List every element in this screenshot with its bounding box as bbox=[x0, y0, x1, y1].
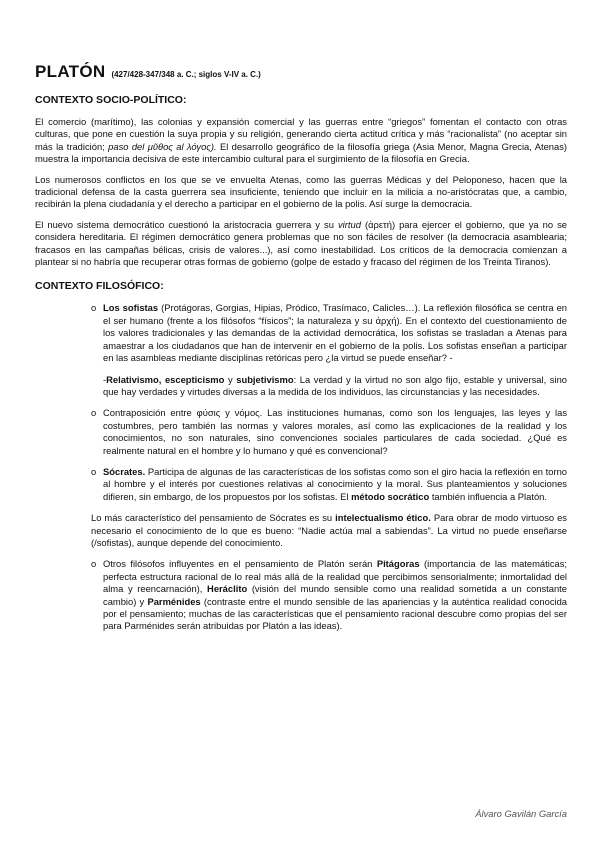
paragraph: Los numerosos conflictos en los que se ve envuelta Atenas, como las guerras Médicas y del Peloponeso, hacen que la tradicional defensa de la casta guerrera sea insuficiente, teniendo que incluir en la milicia a no-aristócratas que, a cambio, recibirán la plena ciudadanía y el derecho a participar en el gobierno de la polis. Así surge la democracia. bbox=[35, 173, 567, 210]
bullet-icon: o bbox=[91, 558, 97, 570]
document-subtitle: (427/428-347/348 a. C.; siglos V-IV a. C.) bbox=[111, 70, 261, 79]
document-title: PLATÓN bbox=[35, 62, 106, 81]
list-item-socrates: o Sócrates. Participa de algunas de las características de los sofistas como son el giro hacia la reflexión en torno al hombre y el interés por cuestiones relativas al conocimiento y la moral. Sus planteamientos y soluciones difieren, sin embargo, de los propuestos por los sofistas. El método socrático también influencia a Platón. bbox=[91, 465, 567, 502]
paragraph: El nuevo sistema democrático cuestionó la aristocracia guerrera y su virtud (ἀρετή) para ejercer el gobierno, que ya no se considera hereditaria. El régimen democrático genera problemas que no son fáciles de resolver (la democracia asamblearia; fracasos en las campañas bélicas, crisis de valores...), así como inestabilidad. Los críticos de la democracia comienzan a plantear si no habría que recuperar otras formas de gobierno (golpe de estado y fracaso del régimen de los Treinta Tiranos). bbox=[35, 218, 568, 268]
paragraph: El comercio (marítimo), las colonias y expansión comercial y las guerras entre “griegos” fomentan el contacto con otras culturas, que pone en cuestión la suya propia y su religión, generando cierta actitud crítica y más “racionalista” (no aceptar sin más la tradición; paso del μῦθος al λόγος). El desarrollo geográfico de la filosofía griega (Asia Menor, Magna Grecia, Atenas) muestra la importancia decisiva de este intercambio cultural para el surgimiento de la filosofía en Grecia. bbox=[35, 116, 568, 165]
title-line bbox=[35, 62, 567, 82]
paragraph-intellectualism: Lo más característico del pensamiento de Sócrates es su intelectualismo ético. Para obrar de modo virtuoso es necesario el conocimiento de lo que es bueno: “Nadie actúa mal a sabiendas”. La virtud no puede enseñarse (/sofistas), aunque depende del conocimiento. bbox=[91, 512, 567, 548]
bullet-icon: o bbox=[91, 465, 97, 477]
section-heading-sociopolitical: CONTEXTO SOCIO-POLÍTICO: bbox=[35, 94, 187, 106]
list-item-physis-nomos: o Contraposición entre φύσις y νόμος. Las instituciones humanas, como son los lenguajes, las leyes y las costumbres, pero también las normas y valores morales, así como las explicaciones de la realidad y los conocimientos, no son naturales, sino convenciones sociales particulares de cada sociedad. ¿Qué es realmente natural en el hombre y lo humano y qué es convencional? bbox=[91, 407, 567, 456]
section-heading-philosophical: CONTEXTO FILOSÓFICO: bbox=[35, 280, 164, 293]
sub-item-relativism: -Relativismo, escepticismo y subjetivismo: La verdad y la virtud no son algo fijo, estable y universal, sino que hay verdades y virtudes diversas a la medida de los individuos, las circunstancias y las necesidades. bbox=[103, 373, 568, 397]
bullet-icon: o bbox=[91, 302, 97, 314]
author-signature: Álvaro Gavilán García bbox=[475, 808, 567, 819]
document-page bbox=[35, 62, 567, 642]
list-item-sophists: o Los sofistas (Protágoras, Gorgias, Hipias, Pródico, Trasímaco, Calicles…). La reflexión filosófica se centra en el ser humano (frente a los filósofos “físicos”; la naturaleza y su ἀρχή). En el contexto del cuestionamiento de los valores tradicionales y las demandas de la actividad democrática, los sofistas se trasladan a Atenas para amaestrar a los ciudadanos que han de intervenir en el gobierno de la polis. Los sofistas enseñan a participar en las asambleas mediante disciplinas retóricas pero ¿la virtud se puede enseñar? - bbox=[91, 302, 568, 364]
list-item-influences: o Otros filósofos influyentes en el pensamiento de Platón serán Pitágoras (importancia de las matemáticas; perfecta estructura racional de lo real más allá de la realidad que percibimos sensorialmente; inmortalidad del alma y reencarnación), Heráclito (visión del mundo sensible como una realidad sometida a un constante cambio) y Parménides (contraste entre el mundo sensible de las apariencias y la auténtica realidad conocida por el pensamiento; muchas de las características que el pensamiento racional descubre como propias del ser para Parménides serán atribuidas por Platón a las ideas). bbox=[91, 558, 568, 632]
bullet-icon: o bbox=[91, 407, 97, 419]
